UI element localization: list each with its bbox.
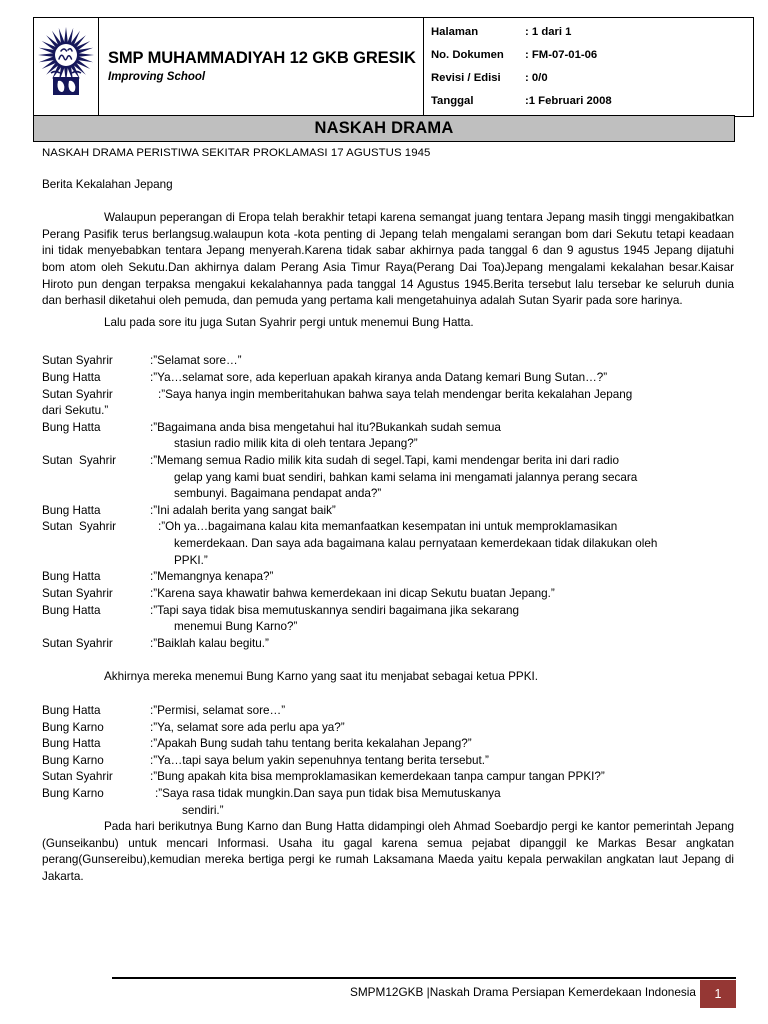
document-meta-cell [424, 18, 754, 117]
document-title-banner: NASKAH DRAMA [33, 115, 735, 142]
speaker-text: :”Saya hanya ingin memberitahukan bahwa saya telah mendengar berita kekalahan Jepang [158, 387, 633, 401]
meta-row-no-dokumen [431, 44, 753, 67]
meta-row-tanggal [431, 90, 753, 113]
dialogue-line [42, 720, 734, 737]
speaker-text: :”Ya, selamat sore ada perlu apa ya?” [150, 720, 345, 734]
speaker-name: Bung Hatta [42, 570, 101, 584]
speaker-text: :”Karena saya khawatir bahwa kemerdekaan ini dicap Sekutu buatan Jepang.” [150, 586, 555, 600]
spacer [42, 331, 734, 353]
dialogue-line [42, 519, 734, 536]
dialogue-continuation: sembunyi. Bagaimana pendapat anda?” [174, 487, 382, 501]
speaker-name: Bung Hatta [42, 420, 101, 434]
dialogue-continuation: PPKI.” [174, 553, 208, 567]
school-name: SMP MUHAMMADIYAH 12 GKB GRESIK [108, 49, 416, 68]
speaker-text: :”Permisi, selamat sore…” [150, 703, 286, 717]
speaker-text: :”Memang semua Radio milik kita sudah di segel.Tapi, kami mendengar berita ini dari radio [150, 454, 620, 468]
meta-row-halaman [431, 21, 753, 44]
speaker-text: :”Memangnya kenapa?” [150, 570, 274, 584]
dialogue-line [42, 736, 734, 753]
opening-paragraph: Walaupun peperangan di Eropa telah berakhir tetapi karena semangat juang tentara Jepang masih tinggi mengakibatkan Perang Pasifik terus berlangsug.walaupun kota -kota penting di Jepang telah mengalami serangan bom dari Sekutu tetapi keadaan ini tidak menyebabkan tentara Jepang menyerah.Karena tidak sabar akhirnya pada tanggal 6 dan 9 agustus 1945 Jepang dijatuhi bom atom oleh Sekutu.Dan akhirnya dalam Perang Asia Timur Raya(Perang Dai Toa)Jepang mengalami kekalahan besar.Kaisar Hiroto pun dengan terpaksa mengakui kekalahannya pada tanggal 14 Agustus 1945.Berita tersebut lalu tersebar ke seluruh dunia dan berhasil diketahui oleh pemuda, dan pemuda yang pertama kali mengetahuinya adalah Sutan Syarir pada sore harinya. [42, 211, 734, 308]
spacer [42, 686, 734, 703]
speaker-text: :”Bung apakah kita bisa memproklamasikan kemerdekaan tanpa campur tangan PPKI?” [150, 770, 605, 784]
document-body [42, 148, 734, 886]
dialogue-line [42, 636, 734, 653]
document-header-table [33, 17, 754, 117]
dialogue-line [42, 586, 734, 603]
speaker-name: Sutan Syahrir [42, 387, 113, 401]
speaker-text: :”Baiklah kalau begitu.” [150, 636, 269, 650]
dialogue-line [42, 370, 734, 387]
speaker-name: Bung Hatta [42, 370, 101, 384]
spacer [42, 652, 734, 669]
speaker-name: Sutan Syahrir [42, 354, 113, 368]
muhammadiyah-logo-icon [34, 25, 98, 109]
dialogue-line [42, 769, 734, 786]
speaker-text: :”Apakah Bung sudah tahu tentang berita kekalahan Jepang?” [150, 737, 472, 751]
meta-value-revisi-edisi: : 0/0 [525, 71, 548, 84]
speaker-text: :”Saya rasa tidak mungkin.Dan saya pun tidak bisa Memutuskanya [155, 787, 501, 800]
meta-value-halaman: : 1 dari 1 [525, 25, 572, 38]
school-identity-cell [99, 18, 424, 117]
meta-label-no-dokumen: No. Dokumen [431, 48, 504, 61]
page-number-badge: 1 [700, 980, 736, 1008]
speaker-name: Sutan Syahrir [42, 636, 113, 650]
dialogue-line [42, 503, 734, 520]
dialogue-line [42, 786, 734, 803]
meta-label-tanggal: Tanggal [431, 94, 474, 107]
dialogue-continuation: dari Sekutu.” [42, 404, 109, 418]
speaker-text: :”Ini adalah berita yang sangat baik” [150, 503, 336, 517]
dialogue-line [42, 569, 734, 586]
dialogue-continuation: gelap yang kami buat sendiri, bahkan kami selama ini mengamati jalannya perang secara [174, 470, 638, 484]
dialogue-line [42, 420, 734, 437]
transition-paragraph-2: Akhirnya mereka menemui Bung Karno yang saat itu menjabat sebagai ketua PPKI. [104, 670, 538, 684]
document-subtitle: NASKAH DRAMA PERISTIWA SEKITAR PROKLAMASI 17 AGUSTUS 1945 [42, 147, 431, 159]
speaker-name: Bung Hatta [42, 737, 101, 751]
dialogue-continuation: menemui Bung Karno?” [174, 620, 298, 634]
document-footer [112, 977, 736, 1011]
speaker-text: :”Ya…selamat sore, ada keperluan apakah kiranya anda Datang kemari Bung Sutan…?” [150, 370, 608, 384]
meta-label-revisi-edisi: Revisi / Edisi [431, 71, 501, 84]
speaker-text: :”Tapi saya tidak bisa memutuskannya sendiri bagaimana jika sekarang [150, 603, 519, 617]
speaker-text: :”Bagaimana anda bisa mengetahui hal itu?Bukankah sudah semua [150, 420, 501, 434]
dialogue-line [42, 753, 734, 770]
dialogue-continuation: sendiri.” [182, 803, 224, 817]
transition-paragraph-1: Lalu pada sore itu juga Sutan Syahrir pergi untuk menemui Bung Hatta. [104, 315, 474, 329]
meta-value-no-dokumen: : FM-07-01-06 [525, 48, 598, 61]
dialogue-line [42, 353, 734, 370]
dialogue-continuation: kemerdekaan. Dan saya ada bagaimana kalau pernyataan kemerdekaan tidak dilakukan oleh [174, 537, 658, 551]
speaker-name: Bung Hatta [42, 503, 101, 517]
dialogue-line [42, 453, 734, 470]
dialogue-block-2 [42, 703, 734, 819]
speaker-text: :”Ya…tapi saya belum yakin sepenuhnya tentang berita tersebut.” [150, 753, 489, 767]
speaker-name: Bung Karno [42, 787, 104, 800]
speaker-text: :”Oh ya…bagaimana kalau kita memanfaatkan kesempatan ini untuk memproklamasikan [158, 520, 618, 534]
logo-cell [34, 18, 99, 117]
speaker-name: Sutan Syahrir [42, 454, 117, 468]
speaker-name: Bung Hatta [42, 703, 101, 717]
speaker-text: :”Selamat sore…” [150, 354, 242, 368]
speaker-name: Sutan Syahrir [42, 586, 113, 600]
dialogue-line [42, 703, 734, 720]
dialogue-line [42, 387, 734, 404]
footer-divider [112, 977, 736, 979]
speaker-name: Bung Karno [42, 720, 104, 734]
speaker-name: Sutan Syahrir [42, 520, 117, 534]
speaker-name: Bung Hatta [42, 603, 101, 617]
header-row [34, 18, 754, 117]
meta-row-revisi-edisi [431, 67, 753, 90]
speaker-name: Sutan Syahrir [42, 770, 113, 784]
footer-text: SMPM12GKB |Naskah Drama Persiapan Kemerdekaan Indonesia [349, 985, 696, 999]
meta-label-halaman: Halaman [431, 25, 479, 38]
speaker-name: Bung Karno [42, 753, 104, 767]
closing-paragraph: Pada hari berikutnya Bung Karno dan Bung Hatta didampingi oleh Ahmad Soebardjo pergi ke kantor pemerintah Jepang (Gunseikanbu) untuk mencari Informasi. Usaha itu gagal karena semua pejabat dipanggil ke Markas Besar angkatan perang(Gunsereibu),kemudian mereka bertiga pergi ke rumah Laksamana Maeda yaitu kepala perwakilan angkatan laut Jepang di Jakarta. [42, 820, 734, 884]
section-heading: Berita Kekalahan Jepang [42, 178, 173, 192]
school-tagline: Improving School [108, 71, 206, 84]
dialogue-continuation: stasiun radio milik kita di oleh tentara Jepang?” [174, 437, 418, 451]
dialogue-block-1 [42, 353, 734, 652]
meta-value-tanggal: :1 Februari 2008 [525, 94, 612, 107]
dialogue-line [42, 603, 734, 620]
